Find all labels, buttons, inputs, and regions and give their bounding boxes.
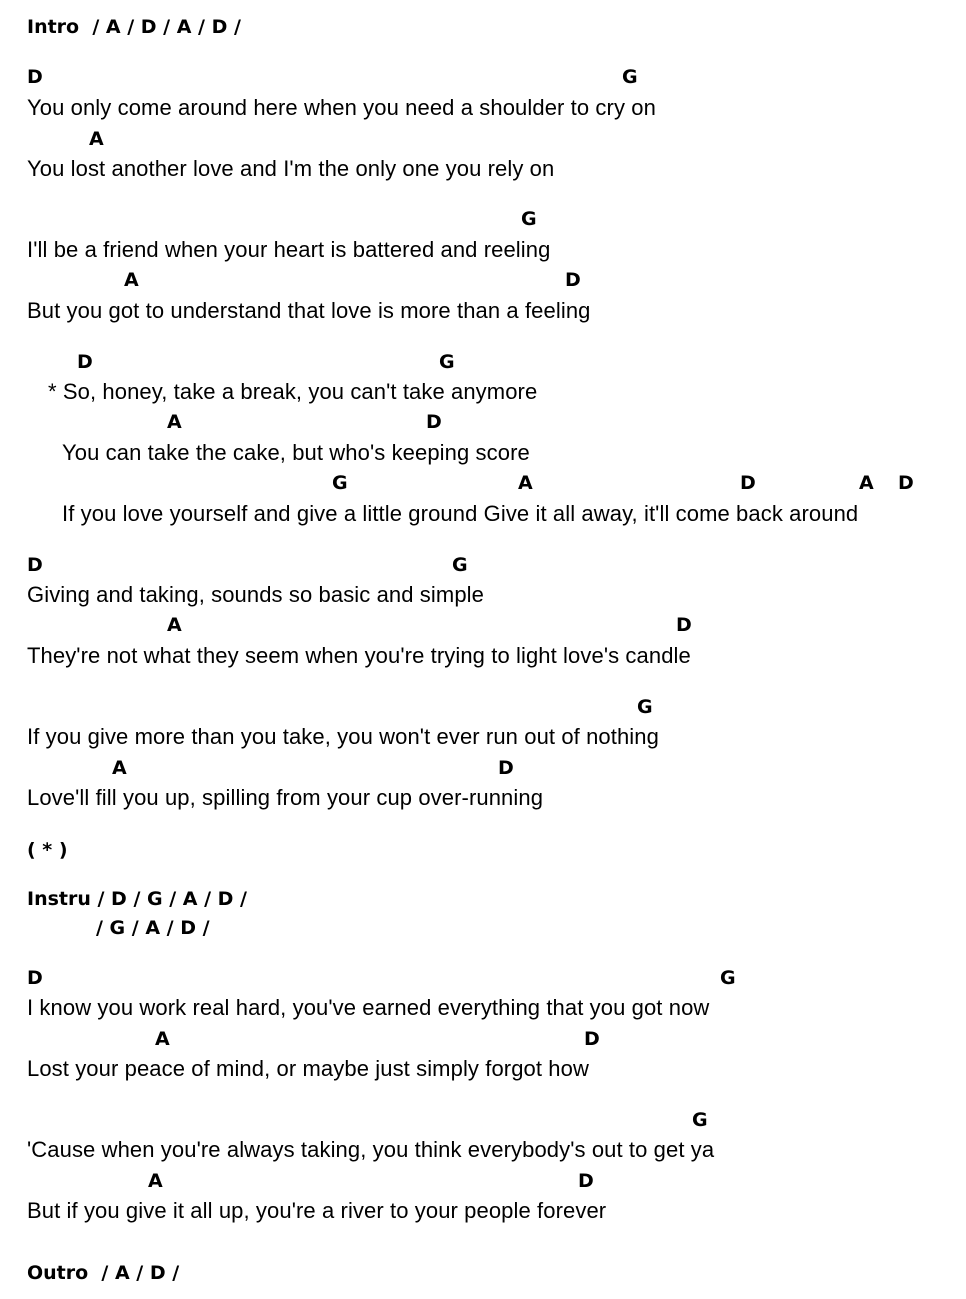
verse3-chord-row-3: [0, 1109, 966, 1133]
lyric-line: I know you work real hard, you've earned everything that you got now: [27, 995, 710, 1020]
chord: D: [498, 757, 514, 779]
chord: A: [89, 128, 104, 150]
chord: D: [27, 967, 43, 989]
intro-line: [27, 16, 241, 38]
chord: G: [439, 351, 455, 373]
chord: D: [27, 554, 43, 576]
chord: G: [332, 472, 348, 494]
lyric-line: I'll be a friend when your heart is battered and reeling: [27, 237, 551, 262]
instru-label: Instru: [27, 888, 91, 910]
lyric-line: You only come around here when you need a shoulder to cry on: [27, 95, 656, 120]
lyric-line: But if you give it all up, you're a river to your people forever: [27, 1198, 607, 1223]
chord: D: [584, 1028, 600, 1050]
outro-chords: / A / D /: [94, 1262, 180, 1284]
chord: A: [148, 1170, 163, 1192]
chorus-chord-row-2: [0, 411, 966, 435]
chord: D: [676, 614, 692, 636]
chord: D: [565, 269, 581, 291]
chord: D: [426, 411, 442, 433]
lyric-line: * So, honey, take a break, you can't take anymore: [48, 379, 538, 404]
chord: A: [167, 411, 182, 433]
chord: D: [77, 351, 93, 373]
chorus-reference: ( * ): [27, 839, 68, 861]
verse2-chord-row-2: [0, 614, 966, 638]
chord: G: [452, 554, 468, 576]
lyric-line: Giving and taking, sounds so basic and simple: [27, 582, 484, 607]
chord: D: [740, 472, 756, 494]
outro-label: Outro: [27, 1262, 89, 1284]
lyric-line: Lost your peace of mind, or maybe just simply forgot how: [27, 1056, 589, 1081]
chord: A: [155, 1028, 170, 1050]
chord: G: [637, 696, 653, 718]
instru-line-2: / G / A / D /: [96, 917, 210, 939]
lyric-line: Love'll fill you up, spilling from your cup over-running: [27, 785, 544, 810]
lyric-line: If you love yourself and give a little ground Give it all away, it'll come back around: [62, 501, 859, 526]
chord: A: [112, 757, 127, 779]
chord: A: [859, 472, 874, 494]
chord: A: [518, 472, 533, 494]
chord: G: [692, 1109, 708, 1131]
verse2-chord-row-3: [0, 696, 966, 720]
instru-chords-1: / D / G / A / D /: [90, 888, 247, 910]
verse1-chord-row-4: [0, 269, 966, 293]
chorus-chord-row-1: [0, 351, 966, 375]
verse2-chord-row-1: [0, 554, 966, 578]
verse3-chord-row-1: [0, 967, 966, 991]
lyric-line: You can take the cake, but who's keeping score: [62, 440, 530, 465]
verse1-chord-row-1: [0, 66, 966, 90]
chord: G: [622, 66, 638, 88]
chord: A: [167, 614, 182, 636]
lyric-line: They're not what they seem when you're trying to light love's candle: [27, 643, 691, 668]
chord: D: [578, 1170, 594, 1192]
verse3-chord-row-2: [0, 1028, 966, 1052]
intro-label: Intro: [27, 16, 80, 38]
lyric-line: But you got to understand that love is more than a feeling: [27, 298, 591, 323]
chord: D: [898, 472, 914, 494]
instru-line-1: [27, 888, 247, 910]
chorus-chord-row-3: [0, 472, 966, 496]
lyric-line: You lost another love and I'm the only one you rely on: [27, 156, 555, 181]
chord: G: [720, 967, 736, 989]
verse3-chord-row-4: [0, 1170, 966, 1194]
intro-chords: / A / D / A / D /: [85, 16, 241, 38]
chord: A: [124, 269, 139, 291]
verse2-chord-row-4: [0, 757, 966, 781]
outro-line: [27, 1262, 179, 1284]
chord: G: [521, 208, 537, 230]
lyric-line: 'Cause when you're always taking, you think everybody's out to get ya: [27, 1137, 715, 1162]
chord: D: [27, 66, 43, 88]
verse1-chord-row-2: [0, 128, 966, 152]
lyric-line: If you give more than you take, you won't ever run out of nothing: [27, 724, 659, 749]
verse1-chord-row-3: [0, 208, 966, 232]
